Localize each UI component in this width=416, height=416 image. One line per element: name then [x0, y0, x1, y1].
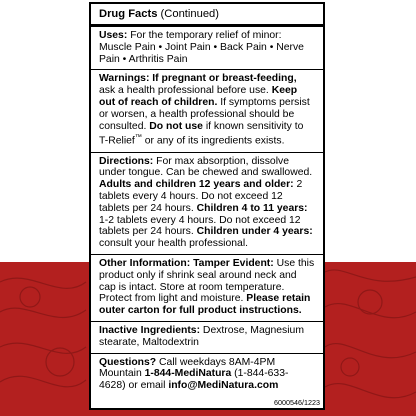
email-address: info@MediNatura.com [168, 380, 279, 392]
directions-text: For max absorption, dissolve under tongue. Can be chewed and swallowed. [99, 155, 313, 179]
directions-text: 1-2 tablets every 4 hours. Do not exceed 12 tablets per 24 hours. [99, 214, 301, 238]
trademark-mark: ™ [134, 134, 142, 142]
section-divider [91, 69, 323, 70]
directions-heading: Directions: [99, 155, 154, 167]
title-rest: (Continued) [157, 8, 220, 20]
do-not-use: Do not use [149, 120, 203, 132]
uses-section [99, 27, 315, 65]
other-information-heading: Other Information: Tamper Evident: [99, 258, 274, 270]
section-divider [91, 152, 323, 153]
directions-text: 2 tablets every 4 hours. Do not exceed 12 tablets per 24 hours. [99, 179, 303, 214]
section-divider [91, 353, 323, 354]
adults-dosage-heading: Adults and children 12 years and older: [99, 179, 294, 191]
warnings-heading: Warnings: If pregnant or breast-feeding, [99, 73, 297, 85]
other-information-text: Use this product only if shrink seal around neck and cap is intact. Store at room temperature. Protect from light and moisture. [99, 258, 315, 305]
children-under-4-heading: Children under 4 years: [196, 226, 313, 238]
package-white-strip [370, 0, 416, 262]
inactive-ingredients-heading: Inactive Ingredients: [99, 325, 201, 336]
warnings-text: If symptoms persist or worsen, a health professional should be consulted. [99, 96, 310, 132]
phone-number: 1-844-MediNatura [144, 368, 232, 380]
warnings-text: if known sensitivity to T-Relief [99, 120, 304, 147]
warnings-text: ask a health professional before use. [99, 85, 272, 97]
directions-section [99, 156, 315, 250]
lot-code: 6000546/1223 [274, 398, 320, 407]
retain-carton-note: Please retain outer carton for full product instructions. [99, 293, 311, 317]
directions-text: consult your health professional. [99, 238, 249, 250]
questions-text: Call weekdays 8AM-4PM Mountain [99, 356, 276, 380]
questions-heading: Questions? [99, 356, 157, 368]
uses-heading: Uses: [99, 30, 128, 41]
section-divider [91, 254, 323, 255]
drug-facts-panel [89, 2, 325, 410]
section-divider [91, 321, 323, 322]
inactive-ingredients-section [99, 325, 315, 349]
warnings-section [99, 73, 315, 147]
inactive-ingredients-text: Dextrose, Magnesium stearate, Maltodextrin [99, 325, 304, 348]
warnings-text: or any of its ingredients exists. [141, 135, 285, 147]
uses-text: For the temporary relief of minor: Muscle Pain • Joint Pain • Back Pain • Nerve Pain • Arthritis Pain [99, 30, 304, 65]
other-information-section [99, 258, 315, 317]
questions-text: (1-844-633-4628) or email [99, 368, 289, 392]
panel-title [99, 8, 315, 21]
title-bold: Drug Facts [99, 8, 158, 20]
children-4-11-heading: Children 4 to 11 years: [196, 202, 308, 214]
questions-section [99, 357, 315, 392]
keep-out-of-reach: Keep out of reach of children. [99, 85, 298, 108]
